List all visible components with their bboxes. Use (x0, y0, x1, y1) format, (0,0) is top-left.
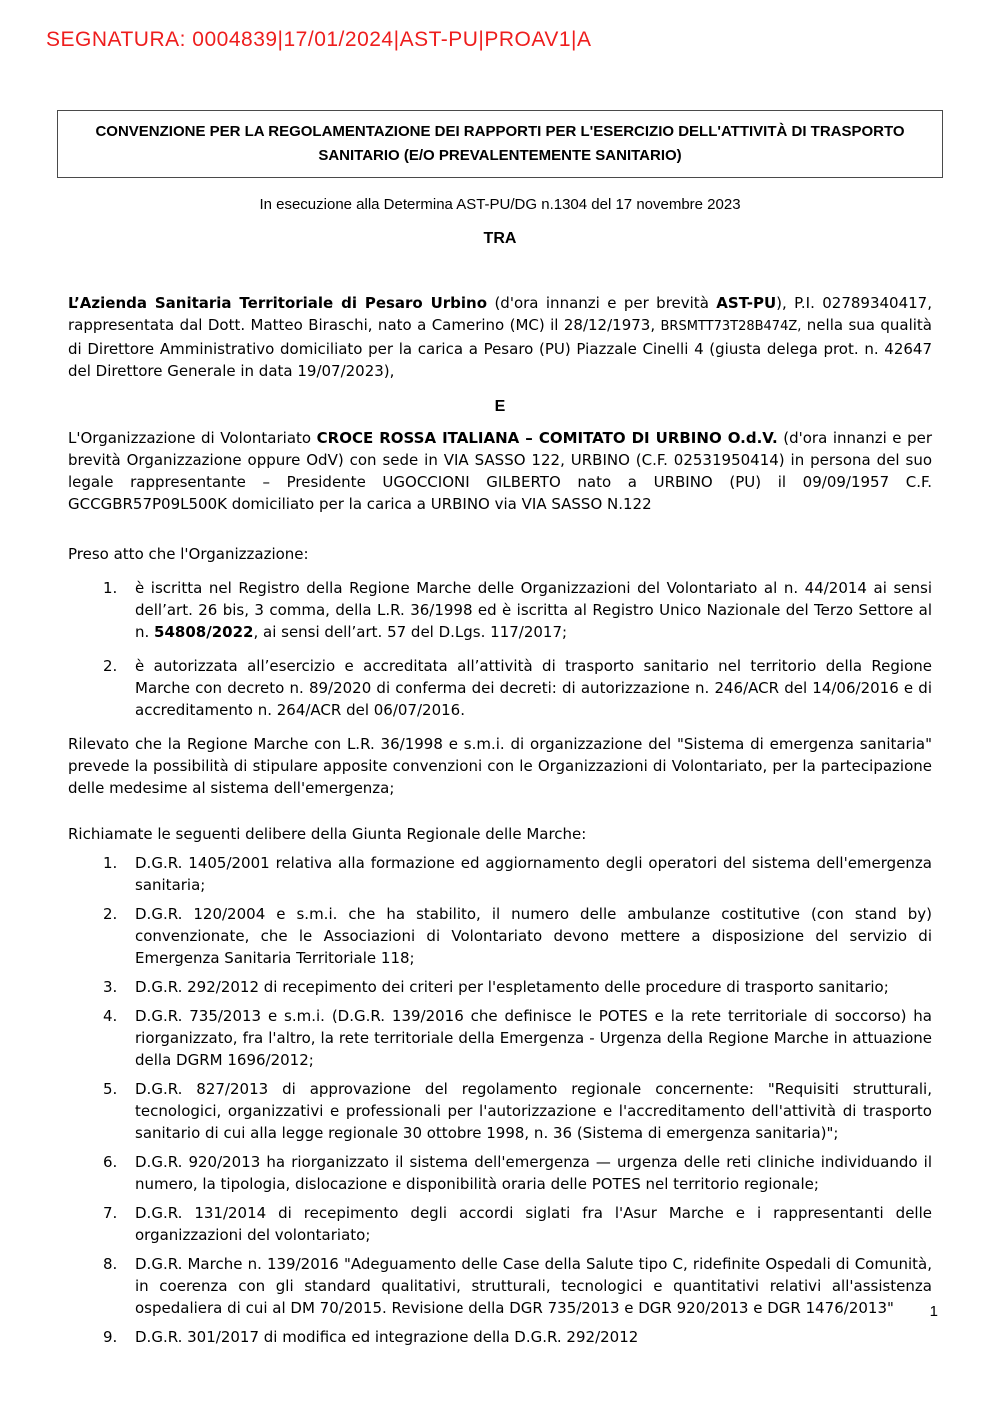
runts-number: 54808/2022 (154, 623, 254, 641)
richiamate-line: Richiamate le seguenti delibere della Giunta Regionale delle Marche: (68, 825, 587, 843)
list-item-number: 1. (103, 854, 118, 872)
preso-atto-line: Preso atto che l'Organizzazione: (68, 545, 309, 563)
party1-fiscal-code: BRSMTT73T28B474Z, (660, 319, 802, 334)
list-item (103, 1253, 932, 1319)
list-item-text: è autorizzata all’esercizio e accreditata all’attività di trasporto sanitario nel territorio della Regione Marche con decreto n. 89/2020 di conferma dei decreti: di autorizzazione n. 246/ACR del 14/06/2016 e di accreditamento n. 264/ACR del 06/07/2016. (135, 657, 932, 719)
list-item (103, 1078, 932, 1144)
list-item-number: 5. (103, 1080, 118, 1098)
list-item-text: D.G.R. 827/2013 di approvazione del regolamento regionale concernente: "Requisiti strutturali, tecnologici, organizzativi e professionali per l'autorizzazione e l'accreditamento dell'attività di trasporto sanitario di cui alla legge regionale 30 ottobre 1998, n. 36 (Sistema di emergenza sanitaria)"; (135, 1080, 932, 1142)
party1-text-2: ), P.I. 02789340417, rappresentata dal Dott. Matteo Biraschi, nato a Camerino (MC) il 28/12/1973, (68, 294, 932, 334)
list-item-number: 9. (103, 1328, 118, 1346)
delibere-list (68, 852, 932, 1348)
segnatura-header: SEGNATURA: 0004839|17/01/2024|AST-PU|PROAV1|A (46, 28, 592, 51)
party1-text: (d'ora innanzi e per brevità (487, 294, 717, 312)
list-item-text: D.G.R. 120/2004 e s.m.i. che ha stabilito, il numero delle ambulanze costitutive (con stand by) convenzionate, che le Associazioni di Volontariato devono mettere a disposizione del servizio di Emergenza Sanitaria Territoriale 118; (135, 905, 932, 967)
party1-paragraph (68, 292, 932, 382)
list-item (103, 1005, 932, 1071)
list-item-text: D.G.R. 131/2014 di recepimento degli accordi siglati fra l'Asur Marche e i rappresentanti delle organizzazioni del volontariato; (135, 1204, 932, 1244)
heading-e: E (494, 398, 506, 415)
party1-name: L’Azienda Sanitaria Territoriale di Pesaro Urbino (68, 294, 488, 312)
document-title-box (57, 110, 943, 178)
party2-text-2: (d'ora innanzi e per brevità Organizzazione oppure OdV) con sede in VIA SASSO 122, URBINO (C.F. 02531950414) in persona del suo legale rappresentante – Presidente UGOCCIONI GILBERTO nato a URBINO (PU) il 09/09/1957 C.F. GCCGBR57P09L500K domiciliato per la carica a URBINO via VIA SASSO N.122 (68, 429, 933, 513)
list-item (103, 1202, 932, 1246)
party2-text: L'Organizzazione di Volontariato (68, 429, 317, 447)
list-item (103, 1151, 932, 1195)
list-item-text-part-2: , ai sensi dell’art. 57 del D.Lgs. 117/2017; (253, 623, 568, 641)
list-item-text: D.G.R. 292/2012 di recepimento dei criteri per l'espletamento delle procedure di trasporto sanitario; (135, 978, 889, 996)
list-item-text: D.G.R. 301/2017 di modifica ed integrazione della D.G.R. 292/2012 (135, 1328, 639, 1346)
document-title: CONVENZIONE PER LA REGOLAMENTAZIONE DEI RAPPORTI PER L'ESERCIZIO DELL'ATTIVITÀ DI TRASPORTO SANITARIO (E/O PREVALENTEMENTE SANITARIO) (95, 123, 905, 164)
party2-paragraph (68, 427, 932, 515)
list-item-number: 6. (103, 1153, 118, 1171)
list-item-number: 1. (103, 579, 118, 597)
list-item (103, 577, 932, 643)
list-item-number: 8. (103, 1255, 118, 1273)
rilevato-paragraph: Rilevato che la Regione Marche con L.R. 36/1998 e s.m.i. di organizzazione del "Sistema di emergenza sanitaria" prevede la possibilità di stipulare apposite convenzioni con le Organizzazioni di Volontariato, per la partecipazione delle medesime al sistema dell'emergenza; (68, 735, 932, 797)
list-item (103, 852, 932, 896)
list-item (103, 903, 932, 969)
list-item-text: D.G.R. 735/2013 e s.m.i. (D.G.R. 139/2016 che definisce le POTES e la rete territoriale di soccorso) ha riorganizzato, fra l'altro, la rete territoriale della Emergenza - Urgenza della Regione Marche in attuazione della DGRM 1696/2012; (135, 1007, 932, 1069)
party2-name: CROCE ROSSA ITALIANA – COMITATO DI URBINO O.d.V. (316, 429, 778, 447)
heading-tra: TRA (483, 230, 517, 247)
list-item-number: 4. (103, 1007, 118, 1025)
list-item (103, 1326, 932, 1348)
list-item-text: D.G.R. 920/2013 ha riorganizzato il sistema dell'emergenza — urgenza delle reti cliniche individuando il numero, la tipologia, dislocazione e disponibilità oraria delle POTES nel territorio regionale; (135, 1153, 932, 1193)
list-item (103, 655, 932, 721)
organization-list (68, 577, 932, 721)
list-item-text-part: è iscritta nel Registro della Regione Marche delle Organizzazioni del Volontariato al n. 44/2014 ai sensi dell’art. 26 bis, 3 comma, della L.R. 36/1998 ed è iscritta al Registro Unico Nazionale del Terzo Settore al n. (135, 579, 932, 641)
list-item-number: 7. (103, 1204, 118, 1222)
list-item-number: 2. (103, 905, 118, 923)
list-item-number: 2. (103, 657, 118, 675)
list-item-text (135, 577, 932, 643)
party1-abbrev: AST-PU (716, 294, 777, 312)
execution-subtitle: In esecuzione alla Determina AST-PU/DG n.1304 del 17 novembre 2023 (259, 196, 741, 213)
party1-text-3: nella sua qualità di Direttore Amministrativo domiciliato per la carica a Pesaro (PU) Piazzale Cinelli 4 (giusta delega prot. n. 42647 del Direttore Generale in data 19/07/2023), (68, 316, 933, 380)
list-item (103, 976, 932, 998)
list-item-number: 3. (103, 978, 118, 996)
list-item-text: D.G.R. 1405/2001 relativa alla formazione ed aggiornamento degli operatori del sistema dell'emergenza sanitaria; (135, 854, 932, 894)
list-item-text: D.G.R. Marche n. 139/2016 "Adeguamento delle Case della Salute tipo C, ridefinite Ospedali di Comunità, in coerenza con gli standard qualitativi, strutturali, tecnologici e quantitativi relativi all'assistenza ospedaliera di cui al DM 70/2015. Revisione della DGR 735/2013 e DGR 920/2013 e DGR 1476/2013" (135, 1255, 932, 1317)
page-number: 1 (929, 1303, 938, 1320)
